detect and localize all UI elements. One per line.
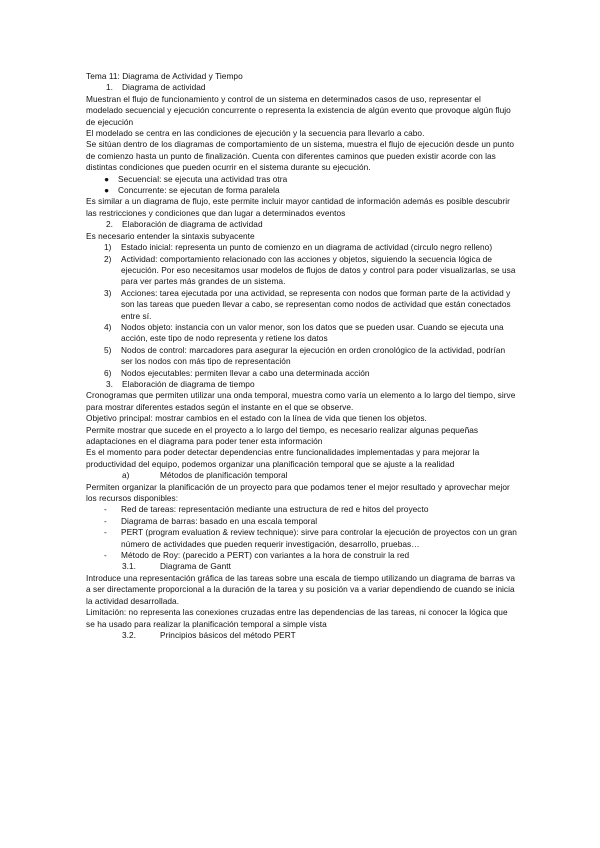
list-item-text: Nodos ejecutables: permiten llevar a cabo una determinada acción xyxy=(121,367,370,378)
subsection-heading-3-1 xyxy=(86,561,518,572)
list-item xyxy=(86,322,518,345)
list-item-text: PERT (program evaluation & review technique): sirve para controlar la ejecución de proyectos con un gran número de actividades que pueden requerir investigación, desarrollo, pruebas… xyxy=(121,527,517,549)
dash-marker: - xyxy=(104,550,107,561)
dash-marker: - xyxy=(104,527,107,538)
numbered-list xyxy=(86,242,518,379)
section-title: Diagrama de actividad xyxy=(122,82,206,93)
list-item xyxy=(86,345,518,368)
section-number: 1. xyxy=(106,82,114,93)
paragraph: Es necesario entender la sintaxis subyacente xyxy=(86,230,255,241)
list-item xyxy=(86,242,518,253)
bullet-list xyxy=(86,174,518,197)
list-number: 3) xyxy=(104,287,112,298)
section-title: Métodos de planificación temporal xyxy=(160,470,288,481)
list-item-text: Nodos de control: marcadores para asegurar la ejecución en orden cronológico de la actividad, podrían ser los nodos con más tipo de representación xyxy=(121,344,506,367)
paragraph: Se sitúan dentro de los diagramas de comportamiento de un sistema, muestra el flujo de ejecución desde un punto de comienzo hasta un punto de finalización. Cuenta con diferentes caminos que pueden existir acorde con las distintas condiciones que pueden ocurrir en el sistema durante su ejecución. xyxy=(86,139,515,173)
dash-list xyxy=(86,504,518,561)
list-item-text: Nodos objeto: instancia con un valor menor, son los datos que se pueden usar. Cuando se ejecuta una acción, este tipo de nodo representa y retiene los datos xyxy=(121,321,504,344)
section-number: 3.1. xyxy=(122,561,137,572)
list-item-text: Concurrente: se ejecutan de forma paralela xyxy=(118,185,280,196)
section-title: Elaboración de diagrama de tiempo xyxy=(122,378,255,389)
bullet-icon: ● xyxy=(104,185,110,196)
paragraph: Es el momento para poder detectar dependencias entre funcionalidades implementadas y para mejorar la productividad del equipo, podemos organizar una planificación temporal que se ajuste a la realidad xyxy=(86,447,480,469)
list-item xyxy=(86,185,518,196)
document-body xyxy=(86,71,518,641)
paragraph: Permiten organizar la planificación de un proyecto para que podamos tener el mejor resultado y aprovechar mejor los recursos disponibles: xyxy=(86,481,510,504)
list-item xyxy=(86,174,518,185)
paragraph: Objetivo principal: mostrar cambios en el estado con la línea de vida que tienen los objetos. xyxy=(86,413,427,424)
paragraph: Es similar a un diagrama de flujo, este permite incluir mayor cantidad de información además es posible descubrir las restricciones y condiciones que dan lugar a determinados eventos xyxy=(86,196,510,218)
list-item xyxy=(86,288,518,322)
list-item xyxy=(86,368,518,379)
section-number: 2. xyxy=(106,219,114,230)
paragraph: Cronogramas que permiten utilizar una onda temporal, muestra como varía un elemento a lo largo del tiempo, sirve para mostrar diferentes estados según el instante en el que se observe. xyxy=(86,390,516,412)
section-title: Principios básicos del método PERT xyxy=(160,629,296,640)
list-item xyxy=(86,516,518,527)
list-item xyxy=(86,254,518,288)
list-item-text: Red de tareas: representación mediante una estructura de red e hitos del proyecto xyxy=(121,504,429,515)
dash-marker: - xyxy=(104,515,107,526)
section-number: a) xyxy=(122,470,130,481)
bullet-icon: ● xyxy=(104,173,110,184)
dash-marker: - xyxy=(104,504,107,515)
subsection-heading-a xyxy=(86,470,518,481)
list-number: 2) xyxy=(104,253,112,264)
section-number: 3. xyxy=(106,378,114,389)
list-item xyxy=(86,527,518,550)
section-heading-1 xyxy=(86,82,518,93)
paragraph: Introduce una representación gráfica de las tareas sobre una escala de tiempo utilizando un diagrama de barras va a ser directamente proporcional a la duración de la tarea y su posición va a variar dependiendo de cuando se inicia la actividad desarrollada. xyxy=(86,572,516,606)
list-item-text: Diagrama de barras: basado en una escala temporal xyxy=(121,515,318,526)
list-item-text: Actividad: comportamiento relacionado con las acciones y objetos, siguiendo la secuencia lógica de ejecución. Por eso necesitamos usar modelos de flujos de datos y control para poder visualizarlas, se usa para ver partes más grandes de un sistema. xyxy=(121,253,516,287)
paragraph: Permite mostrar que sucede en el proyecto a lo largo del tiempo, es necesario realizar algunas pequeñas adaptaciones en el diagrama para poder tener esta información xyxy=(86,424,479,446)
paragraph: El modelado se centra en las condiciones de ejecución y la secuencia para llevarlo a cabo. xyxy=(86,128,425,139)
paragraph: Limitación: no representa las conexiones cruzadas entre las dependencias de las tareas, ni conocer la lógica que se ha usado para realizar la planificación temporal a simple vista xyxy=(86,607,508,629)
list-item xyxy=(86,550,518,561)
list-item-text: Acciones: tarea ejecutada por una actividad, se representa con nodos que forman parte de la actividad y son las tareas que pueden llevar a cabo, se representan como nodos de actividad que están conectados entre sí. xyxy=(121,287,511,321)
paragraph: Muestran el flujo de funcionamiento y control de un sistema en determinados casos de uso, representar el modelado secuencial y ejecución concurrente o representa la existencia de algún evento que provoque algún flujo de ejecución xyxy=(86,93,511,127)
document-title: Tema 11: Diagrama de Actividad y Tiempo xyxy=(86,71,243,81)
list-number: 4) xyxy=(104,321,112,332)
section-heading-2 xyxy=(86,219,518,230)
section-title: Elaboración de diagrama de actividad xyxy=(122,219,263,230)
list-item-text: Método de Roy: (parecido a PERT) con variantes a la hora de construir la red xyxy=(121,550,410,561)
list-item-text: Estado inicial: representa un punto de comienzo en un diagrama de actividad (circulo negro relleno) xyxy=(121,242,493,253)
section-title: Diagrama de Gantt xyxy=(160,561,231,572)
subsection-heading-3-2 xyxy=(86,630,518,641)
section-heading-3 xyxy=(86,379,518,390)
list-item-text: Secuencial: se ejecuta una actividad tras otra xyxy=(118,173,288,184)
list-number: 6) xyxy=(104,367,112,378)
list-number: 1) xyxy=(104,242,112,253)
list-item xyxy=(86,504,518,515)
section-number: 3.2. xyxy=(122,629,137,640)
list-number: 5) xyxy=(104,344,112,355)
